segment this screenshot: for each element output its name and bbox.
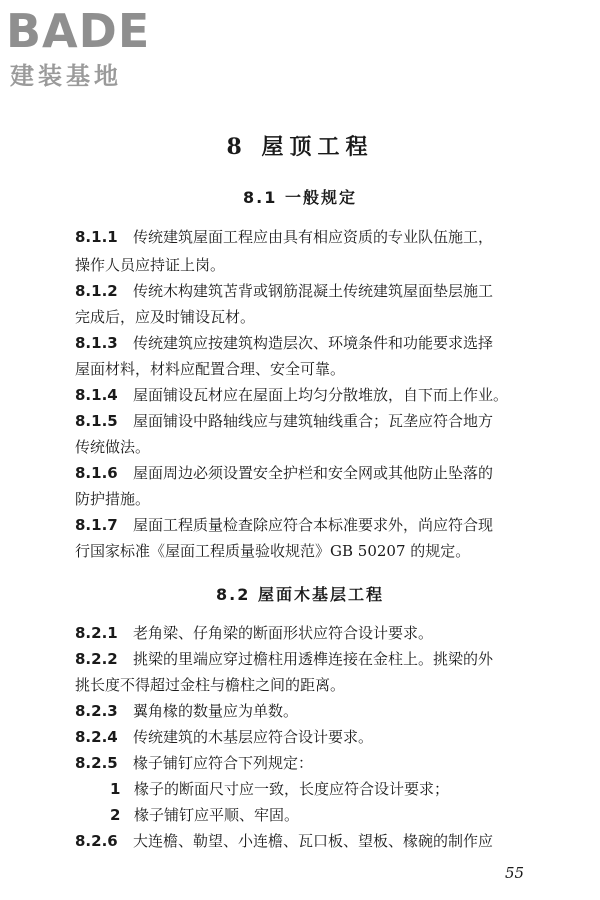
clause-number: 8.2.2: [75, 650, 118, 668]
clause-text: 翼角椽的数量应为单数。: [133, 702, 299, 720]
chapter-title: 8 屋顶工程: [226, 134, 374, 160]
list-item: [110, 804, 590, 825]
clause-text: 防护措施。: [75, 490, 151, 508]
clause-line: [75, 358, 555, 379]
logo-subtitle: 建装基地: [10, 62, 122, 90]
clause-number: 8.1.5: [75, 412, 118, 430]
list-item-text: 椽子铺钉应平顺、牢固。: [134, 806, 300, 824]
clause-number: 8.2.6: [75, 832, 118, 850]
clause-line: [75, 384, 555, 405]
clause-line: [75, 752, 555, 773]
clause-text: 传统建筑的木基层应符合设计要求。: [133, 728, 374, 746]
clause-number: 8.2.4: [75, 728, 118, 746]
clause-text: 传统做法。: [75, 438, 151, 456]
clause-line: [75, 254, 555, 275]
clause-text: 行国家标准《屋面工程质量验收规范》GB 50207 的规定。: [75, 542, 471, 560]
bade-logo: [6, 6, 176, 94]
clause-text: 屋面工程质量检查除应符合本标准要求外，尚应符合现: [133, 516, 494, 534]
clause-line: [75, 436, 555, 457]
clause-number: 8.1.3: [75, 334, 118, 352]
clause-text: 完成后，应及时铺设瓦材。: [75, 308, 256, 326]
clause-number: 8.1.7: [75, 516, 118, 534]
clause-number: 8.2.1: [75, 624, 118, 642]
list-item-number: 1: [110, 780, 121, 798]
clause-line: [75, 648, 555, 669]
section-heading: 8.1 一般规定: [243, 188, 357, 207]
page-number: 55: [505, 864, 525, 882]
clause-line: [75, 622, 555, 643]
clause-text: 椽子铺钉应符合下列规定：: [133, 754, 314, 772]
clause-text: 操作人员应持证上岗。: [75, 256, 226, 274]
clause-text: 大连檐、勒望、小连檐、瓦口板、望板、椽碗的制作应: [133, 832, 494, 850]
list-item-number: 2: [110, 806, 121, 824]
clause-line: [75, 488, 555, 509]
list-item: [110, 778, 590, 799]
clause-line: [75, 280, 555, 301]
clause-number: 8.1.1: [75, 228, 118, 246]
clause-text: 传统建筑屋面工程应由具有相应资质的专业队伍施工，: [133, 228, 494, 246]
clause-text: 挑长度不得超过金柱与檐柱之间的距离。: [75, 676, 346, 694]
clause-text: 屋面周边必须设置安全护栏和安全网或其他防止坠落的: [133, 464, 494, 482]
clause-line: [75, 674, 555, 695]
clause-line: [75, 410, 555, 431]
clause-line: [75, 830, 555, 851]
clause-text: 屋面铺设中路轴线应与建筑轴线重合；瓦垄应符合地方: [133, 412, 494, 430]
clause-number: 8.1.6: [75, 464, 118, 482]
clause-text: 屋面铺设瓦材应在屋面上均匀分散堆放，自下而上作业。: [133, 386, 509, 404]
clause-text: 传统木构建筑苫背或钢筋混凝土传统建筑屋面垫层施工: [133, 282, 494, 300]
list-item-text: 椽子的断面尺寸应一致，长度应符合设计要求；: [134, 780, 450, 798]
clause-line: [75, 514, 555, 535]
clause-line: [75, 700, 555, 721]
clause-line: [75, 726, 555, 747]
clause-text: 屋面材料，材料应配置合理、安全可靠。: [75, 360, 346, 378]
clause-text: 传统建筑应按建筑构造层次、环境条件和功能要求选择: [133, 334, 494, 352]
clause-line: [75, 226, 555, 247]
section-heading: 8.2 屋面木基层工程: [216, 585, 384, 604]
clause-number: 8.2.3: [75, 702, 118, 720]
clause-number: 8.2.5: [75, 754, 118, 772]
clause-line: [75, 462, 555, 483]
clause-line: [75, 306, 555, 327]
clause-line: [75, 332, 555, 353]
clause-text: 老角梁、仔角梁的断面形状应符合设计要求。: [133, 624, 434, 642]
logo-wordmark: BADE: [6, 4, 151, 58]
clause-number: 8.1.4: [75, 386, 118, 404]
clause-number: 8.1.2: [75, 282, 118, 300]
clause-line: [75, 540, 555, 561]
clause-text: 挑梁的里端应穿过檐柱用透榫连接在金柱上。挑梁的外: [133, 650, 494, 668]
